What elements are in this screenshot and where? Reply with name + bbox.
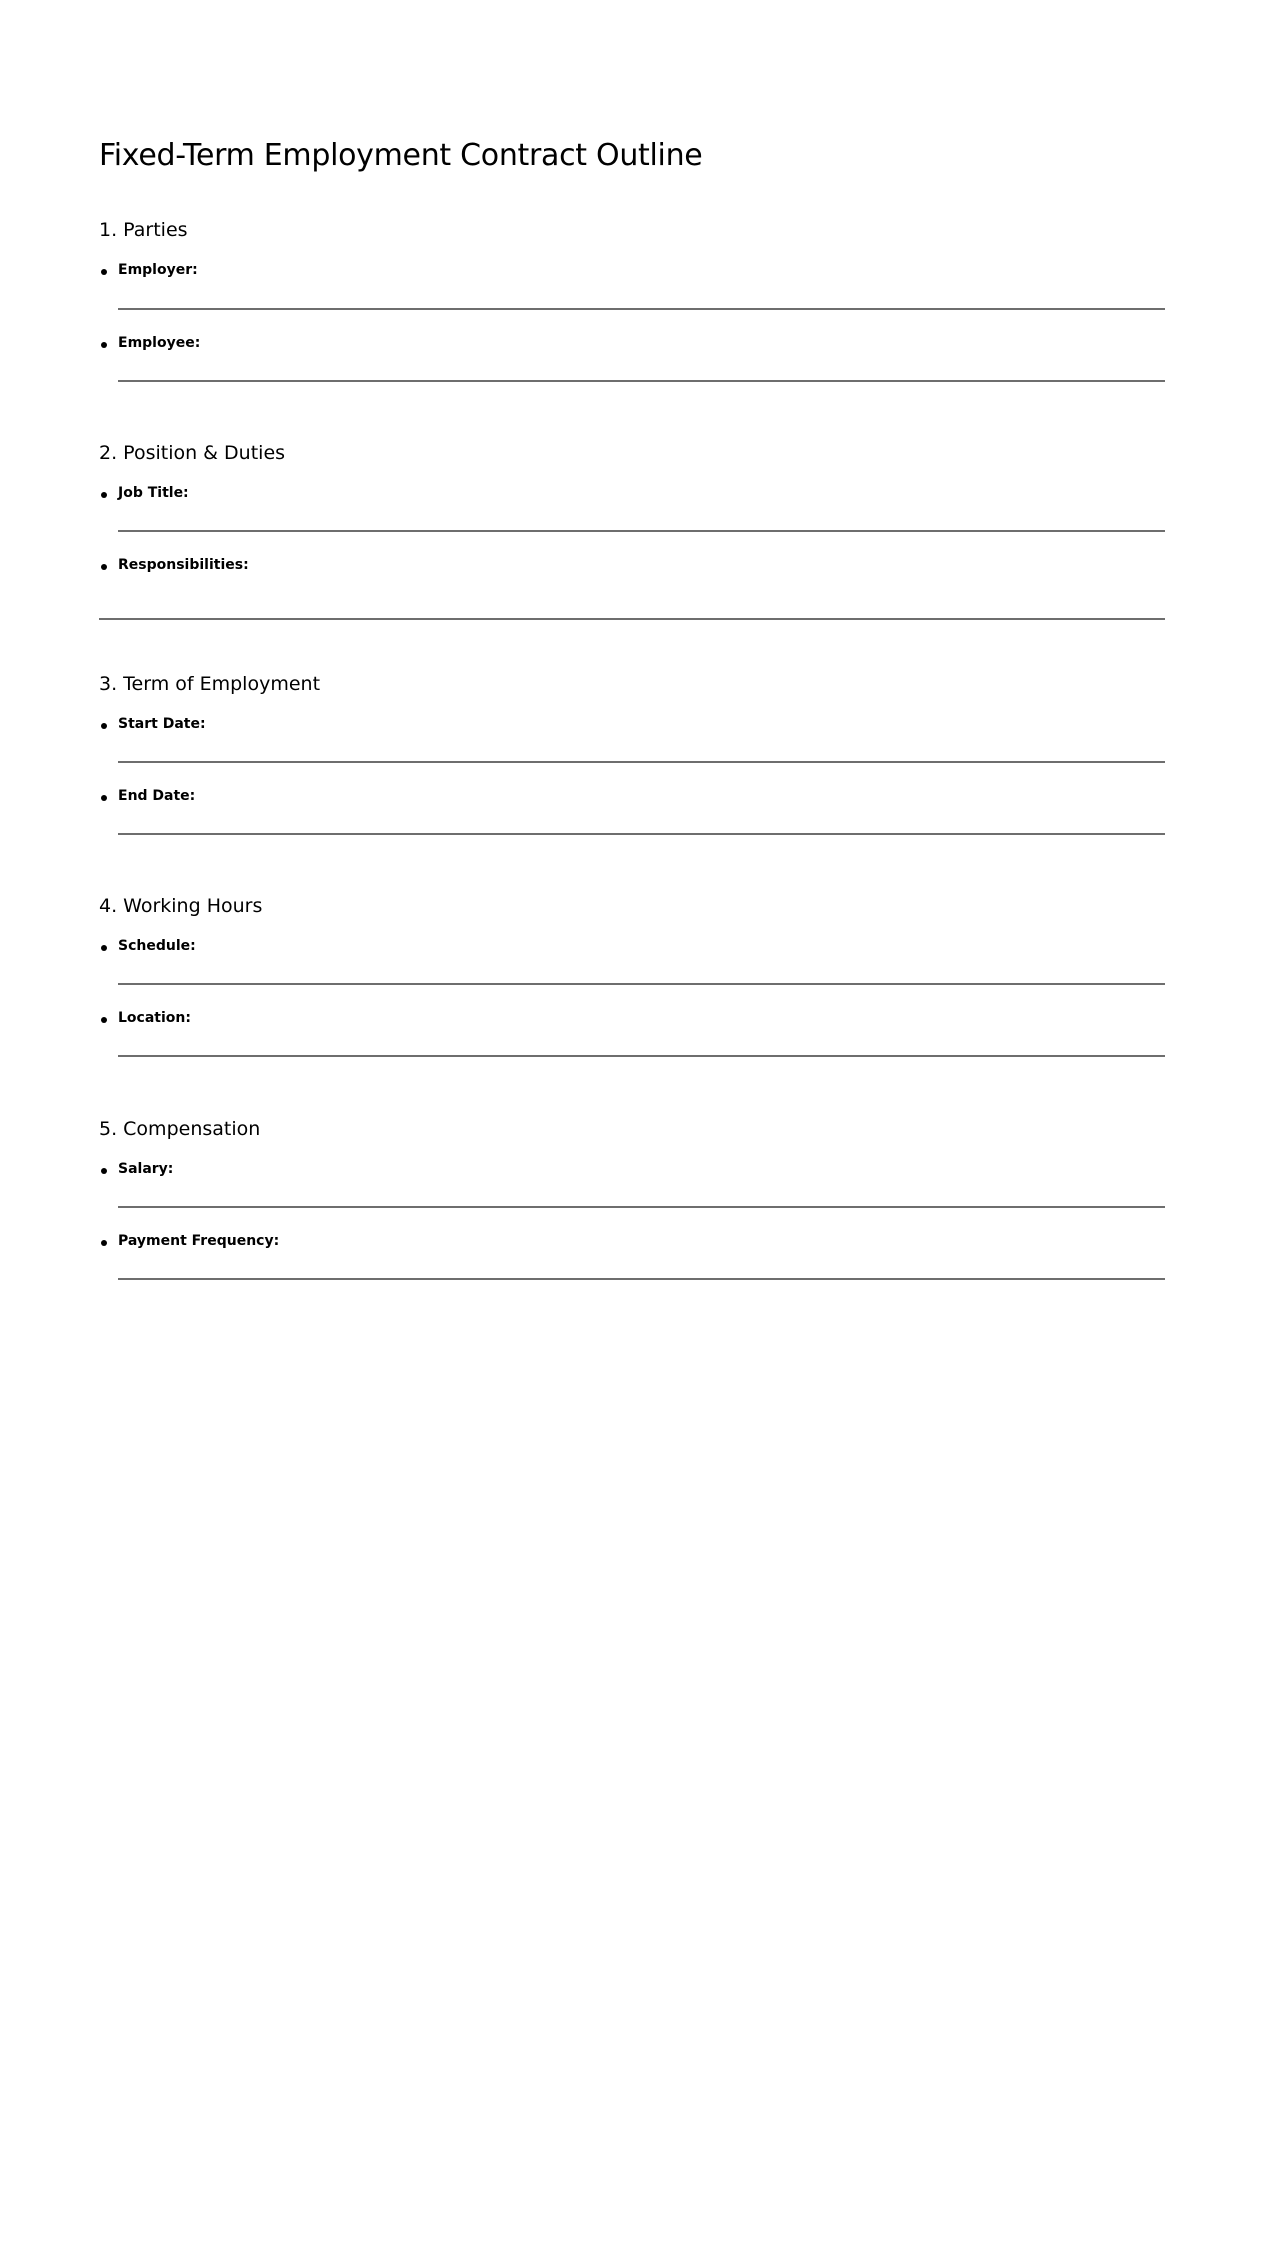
bullet-icon: [101, 723, 107, 729]
field-label: End Date:: [118, 788, 196, 804]
start-date-input-line[interactable]: [118, 761, 1165, 763]
field-label: Employer:: [118, 262, 198, 278]
payment-frequency-input-line[interactable]: [118, 1278, 1165, 1280]
bullet-icon: [101, 269, 107, 275]
salary-input-line[interactable]: [118, 1206, 1165, 1208]
field-label: Schedule:: [118, 938, 196, 954]
responsibilities-input-line[interactable]: [99, 618, 1165, 620]
bullet-icon: [101, 1168, 107, 1174]
bullet-icon: [101, 492, 107, 498]
employer-input-line[interactable]: [118, 308, 1165, 310]
field-label: Payment Frequency:: [118, 1233, 280, 1249]
section-heading: 3. Term of Employment: [99, 673, 321, 695]
bullet-icon: [101, 795, 107, 801]
location-input-line[interactable]: [118, 1055, 1165, 1057]
bullet-icon: [101, 342, 107, 348]
bullet-icon: [101, 1240, 107, 1246]
section-heading: 5. Compensation: [99, 1118, 261, 1140]
bullet-icon: [101, 945, 107, 951]
job-title-input-line[interactable]: [118, 530, 1165, 532]
page-title: Fixed-Term Employment Contract Outline: [99, 138, 703, 173]
schedule-input-line[interactable]: [118, 983, 1165, 985]
field-label: Start Date:: [118, 716, 206, 732]
field-label: Responsibilities:: [118, 557, 249, 573]
field-label: Location:: [118, 1010, 191, 1026]
field-label: Salary:: [118, 1161, 174, 1177]
bullet-icon: [101, 564, 107, 570]
field-label: Employee:: [118, 335, 201, 351]
bullet-icon: [101, 1017, 107, 1023]
employee-input-line[interactable]: [118, 380, 1165, 382]
section-heading: 4. Working Hours: [99, 895, 263, 917]
section-heading: 2. Position & Duties: [99, 442, 286, 464]
end-date-input-line[interactable]: [118, 833, 1165, 835]
section-heading: 1. Parties: [99, 219, 188, 241]
field-label: Job Title:: [118, 485, 189, 501]
